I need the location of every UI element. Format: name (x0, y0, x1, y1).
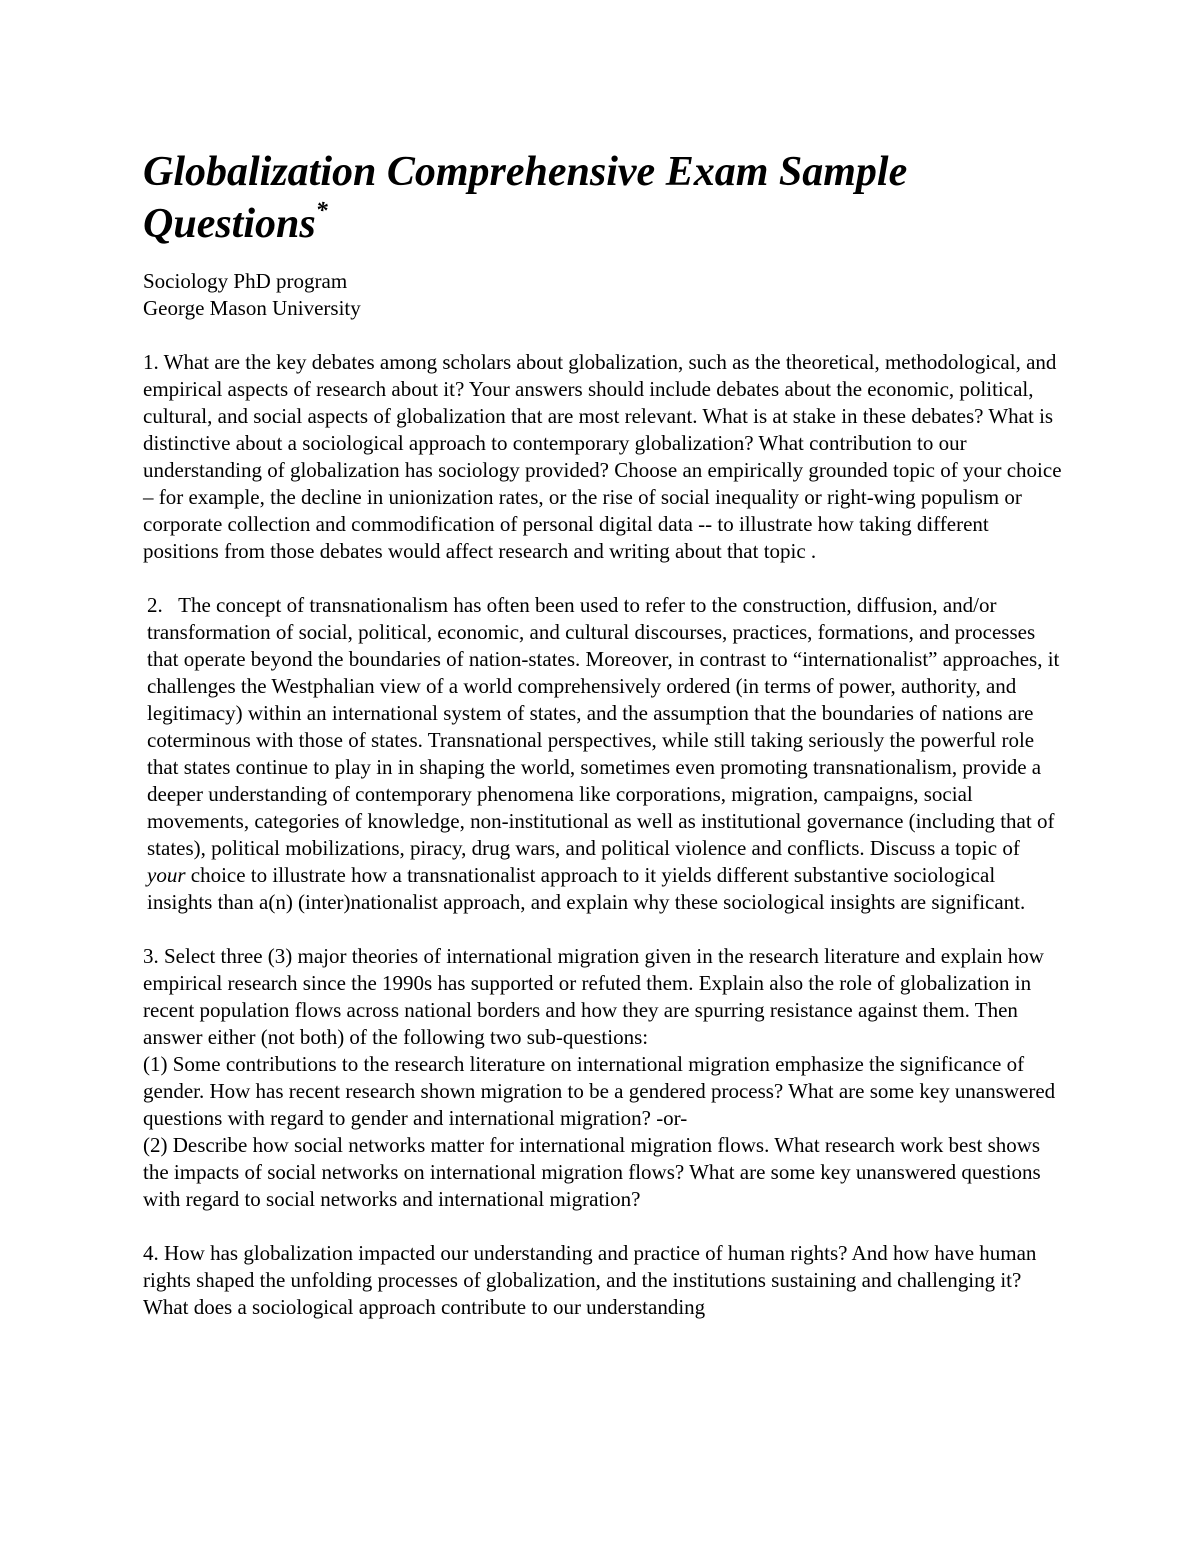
document-body (143, 268, 1063, 1348)
question-2-emphasis: your (147, 863, 186, 887)
question-1 (143, 349, 1063, 565)
title-footnote-mark: * (315, 198, 328, 224)
question-2-text-before: The concept of transnationalism has often been used to refer to the construction, diffusion, and/or transformation of social, political, economic, and cultural discourses, practices, formations, and processes that operate beyond the boundaries of nation-states. Moreover, in contrast to “internationalist” approaches, it challenges the Westphalian view of a world comprehensively ordered (in terms of power, authority, and legitimacy) within an international system of states, and the assumption that the boundaries of nations are coterminous with those of states. Transnational perspectives, while still taking seriously the powerful role that states continue to play in in shaping the world, sometimes even promoting transnationalism, provide a deeper understanding of contemporary phenomena like corporations, migration, campaigns, social movements, categories of knowledge, non-institutional as well as institutional governance (including that of states), political mobilizations, piracy, drug wars, and political violence and conflicts. Discuss a topic of (147, 593, 1060, 860)
question-3-sub-2: (2) Describe how social networks matter for international migration flows. What research work best shows the impacts of social networks on international migration flows? What are some key unanswered questions with regard to social networks and international migration? (143, 1133, 1041, 1211)
question-1-number: 1. (143, 350, 159, 374)
question-1-text: What are the key debates among scholars about globalization, such as the theoretical, methodological, and empirical aspects of research about it? Your answers should include debates about the economic, political, cultural, and social aspects of globalization that are most relevant. What is at stake in these debates? What is distinctive about a sociological approach to contemporary globalization? What contribution to our understanding of globalization has sociology provided? Choose an empirically grounded topic of your choice – for example, the decline in unionization rates, or the rise of social inequality or right-wing populism or corporate collection and commodification of personal digital data -- to illustrate how taking different positions from those debates would affect research and writing about that topic . (143, 350, 1062, 563)
question-3-text: Select three (3) major theories of international migration given in the research literature and explain how empirical research since the 1990s has supported or refuted them. Explain also the role of globalization in recent population flows across national borders and how they are spurring resistance against them. Then answer either (not both) of the following two sub-questions: (143, 944, 1044, 1049)
page-title (143, 146, 1073, 250)
question-4-text: How has globalization impacted our understanding and practice of human rights? And how have human rights shaped the unfolding processes of globalization, and the institutions sustaining and challenging it? What does a sociological approach contribute to our understanding (143, 1241, 1037, 1319)
question-3-number: 3. (143, 944, 159, 968)
question-4 (143, 1240, 1063, 1321)
question-2 (143, 592, 1063, 916)
program-line: Sociology PhD program (143, 269, 348, 293)
question-4-number: 4. (143, 1241, 159, 1265)
question-3-sub-1: (1) Some contributions to the research literature on international migration emphasize the significance of gender. How has recent research shown migration to be a gendered process? What are some key unanswered questions with regard to gender and international migration? -or- (143, 1052, 1056, 1130)
question-2-number: 2. (147, 593, 163, 617)
question-3 (143, 943, 1063, 1051)
university-line: George Mason University (143, 296, 361, 320)
title-text: Globalization Comprehensive Exam Sample Questions (143, 149, 908, 247)
question-2-text-after: choice to illustrate how a transnationalist approach to it yields different substantive sociological insights than a(n) (inter)nationalist approach, and explain why these sociological insights are significant. (147, 863, 1026, 914)
